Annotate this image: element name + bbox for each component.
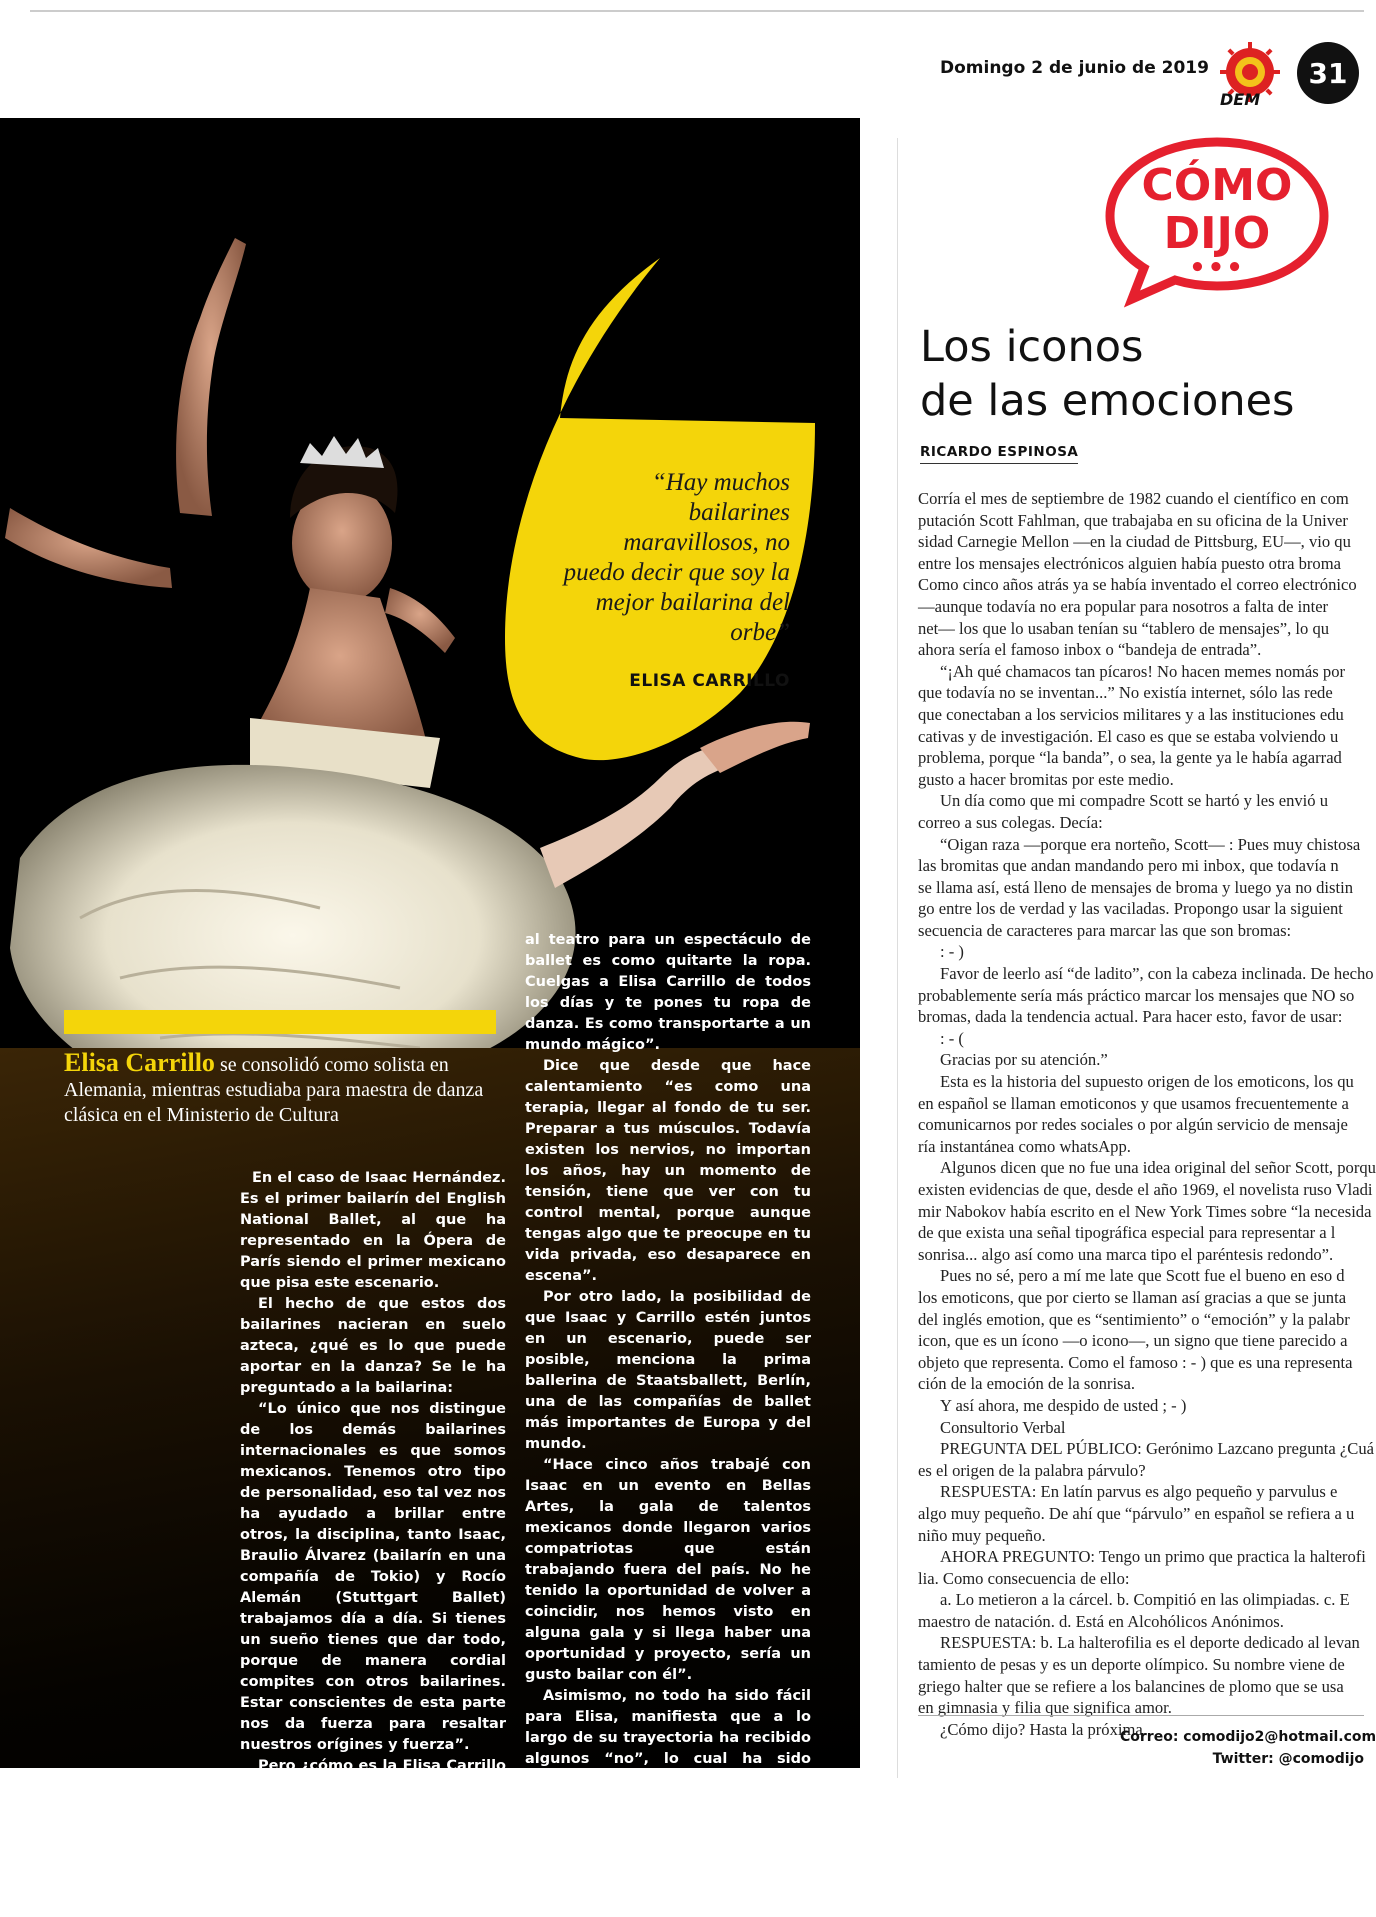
- article-line: de que exista una señal tipográfica especial para representar a l: [918, 1223, 1336, 1243]
- article-line: —aunque todavía no era popular para nosotros a falta de inter: [918, 596, 1329, 616]
- badge-dots: •••: [1189, 253, 1245, 283]
- article-line: griego halter que se refiere a los balancines de plomo que se usa: [918, 1676, 1344, 1696]
- article-line: del inglés emotion, que es “sentimiento” o “emoción” y la palabr: [918, 1309, 1350, 1329]
- article-line: “Oigan raza —porque era norteño, Scott— : Pues muy chistosa: [940, 834, 1361, 854]
- article-line: Pues no sé, pero a mí me late que Scott fue el bueno en eso d: [940, 1266, 1345, 1286]
- contact-rule: [918, 1715, 1364, 1716]
- article-line: las bromitas que andan mandando pero mi inbox, que todavía n: [918, 856, 1339, 876]
- paragraph: En el caso de Isaac Hernández. Es el primer bailarín del English National Ballet, al que ha representado en la Ópera de París siendo el primer mexicano que pisa este escenario.: [240, 1170, 506, 1291]
- newspaper-logo-text: DEM: [1220, 90, 1261, 109]
- article-line: en gimnasia y filia que significa amor.: [918, 1698, 1172, 1718]
- article-line: que conectaban a los servicios militares y a las instituciones edu: [918, 704, 1344, 724]
- article-line: correo a sus colegas. Decía:: [918, 812, 1103, 832]
- article-line: AHORA PREGUNTO: Tengo un primo que practica la halterofi: [940, 1547, 1366, 1567]
- article-line: net— los que lo usaban tenían su “tablero de mensajes”, lo qu: [918, 618, 1330, 638]
- article-line: entre los mensajes electrónicos alguien había puesto otra broma: [918, 553, 1341, 573]
- article-line: tamiento de pesas y es un deporte olímpico. Su nombre viene de: [918, 1655, 1345, 1675]
- article-line: Favor de leerlo así “de ladito”, con la cabeza inclinada. De hecho: [940, 964, 1374, 984]
- caption-name: Elisa Carrillo: [64, 1048, 215, 1077]
- article-line: Corría el mes de septiembre de 1982 cuando el científico en com: [918, 489, 1349, 508]
- article-line: en español se llaman emoticonos y que usamos frecuentemente a: [918, 1093, 1349, 1113]
- article-line: ría instantánea como whatsApp.: [918, 1136, 1131, 1156]
- paragraph: Pero ¿cómo es la Elisa Carrillo en la vida pública y en el escenario,?: [240, 1758, 506, 1816]
- article-body: [918, 488, 1376, 1740]
- article-line: probablemente sería más práctico marcar los mensajes que NO so: [918, 985, 1355, 1005]
- article-line: se llama así, está lleno de mensajes de broma y luego ya no distin: [918, 877, 1354, 897]
- article-line: existen evidencias de que, desde el año 1969, el novelista ruso Vladi: [918, 1180, 1373, 1199]
- article-line: Esta es la historia del supuesto origen de los emoticons, los qu: [940, 1072, 1354, 1092]
- badge-line-2: DIJO: [1163, 208, 1271, 259]
- top-rule: [30, 10, 1364, 12]
- article-line: maestro de natación. d. Está en Alcohólicos Anónimos.: [918, 1611, 1284, 1631]
- pull-quote-text: “Hay muchos bailarines maravillosos, no puedo decir que soy la mejor bailarina del orbe”: [563, 469, 790, 646]
- article-line: : - (: [940, 1028, 964, 1048]
- article-line: ahora sería el famoso inbox o “bandeja de entrada”.: [918, 640, 1262, 660]
- article-line: Y así ahora, me despido de usted ; - ): [940, 1395, 1187, 1415]
- article-line: mir Nabokov había escrito en el New York Times sobre “la necesida: [918, 1201, 1372, 1221]
- article-line: a. Lo metieron a la cárcel. b. Compitió en las olimpiadas. c. E: [940, 1590, 1350, 1610]
- article-line: problema, porque “la banda”, o sea, la gente ya le había agarrad: [918, 748, 1342, 768]
- article-line: es el origen de la palabra párvulo?: [918, 1460, 1146, 1480]
- article-line: lia. Como consecuencia de ello:: [918, 1568, 1130, 1588]
- article-line: cativas y de investigación. El caso es que se estaba volviendo u: [918, 726, 1339, 746]
- paragraph: Dice que desde que hace calentamiento “es como una terapia, llegar al fondo de tu ser. Preparar a tus músculos. Todavía existen los nervios, no importan los años, hay un momento de tensión, tiene que ver con tu control mental, porque aunque tengas algo que te preocupe en tu vida privada, eso desaparece en escena”.: [525, 1058, 811, 1284]
- article-line: icon, que es un ícono —o icono—, un signo que tiene parecido a: [918, 1331, 1348, 1351]
- article-line: “¡Ah qué chamacos tan pícaros! No hacen memes nomás por: [940, 661, 1346, 681]
- article-line: sonrisa... algo así como una marca tipo el paréntesis redondo”.: [918, 1244, 1334, 1264]
- article-line: niño muy pequeño.: [918, 1525, 1046, 1545]
- byline: RICARDO ESPINOSA: [920, 444, 1078, 464]
- article-line: putación Scott Fahlman, que trabajaba en su oficina de la Univer: [918, 510, 1348, 530]
- article-line: Consultorio Verbal: [940, 1417, 1066, 1437]
- article-line: ción de la emoción de la sonrisa.: [918, 1374, 1136, 1394]
- article-column-2: [525, 930, 811, 1917]
- article-line: sidad Carnegie Mellon —en la ciudad de Pittsburg, EU—, vio qu: [918, 532, 1351, 552]
- paragraph: El hecho de que estos dos bailarines nacieran en suelo azteca, ¿qué es lo que puede aportar en la danza? Se le ha preguntado a la bailarina:: [240, 1296, 506, 1396]
- caption-text: se consolidó como solista en Alemania, mientras estudiaba para maestra de danza clásica en el Ministerio de Cultura: [64, 1054, 484, 1126]
- article-line: Gracias por su atención.”: [940, 1050, 1108, 1070]
- pull-quote-author: ELISA CARRILLO: [629, 671, 790, 691]
- article-line: Un día como que mi compadre Scott se hartó y les envió u: [940, 791, 1329, 811]
- contact-twitter: Twitter: @comodijo: [1212, 1751, 1364, 1767]
- article-line: objeto que representa. Como el famoso : - ) que es una representa: [918, 1352, 1353, 1372]
- article-line: PREGUNTA DEL PÚBLICO: Gerónimo Lazcano pregunta ¿Cuá: [940, 1439, 1375, 1459]
- contact-email: Correo: comodijo2@hotmail.com: [1120, 1729, 1376, 1745]
- caption-accent-bar: [64, 1010, 496, 1034]
- paragraph: Asimismo, no todo ha sido fácil para Elisa, manifiesta que a lo largo de su trayectoria ha recibido algunos “no”, lo cual ha sido “parte de mi vida, es algo que te fortalece, un 'no' te ayuda a pensar qué es lo que me falta hacer para que eso se logre. Es algo que me ha ayudado, porque te obliga a esforzarte más todos los días”, finaliza.: [525, 1688, 811, 1914]
- edition-date: Domingo 2 de junio de 2019: [940, 58, 1209, 78]
- article-line: secuencia de caracteres para marcar las que son bromas:: [918, 920, 1292, 940]
- page-number: 31: [1297, 42, 1359, 104]
- article-line: comunicarnos por redes sociales o por algún servicio de mensaje: [918, 1115, 1348, 1135]
- article-line: go entre los de verdad y las vaciladas. Propongo usar la siguient: [918, 899, 1343, 919]
- article-line: RESPUESTA: b. La halterofilia es el deporte dedicado al levan: [940, 1633, 1360, 1653]
- paragraph: “Realmente yo creo que con los años, con la práctica y la meditación uno aprende a separar. Cuando llego: [240, 1821, 506, 1900]
- photo-caption: [64, 1050, 496, 1128]
- article-line: : - ): [940, 942, 964, 962]
- article-line: bromas, dada la tendencia actual. Para hacer esto, favor de usar:: [918, 1007, 1343, 1027]
- paragraph: al teatro para un espectáculo de ballet es como quitarte la ropa. Cuelgas a Elisa Carrillo de todos los días y te pones tu ropa de danza. Es como transportarte a un mundo mágico”.: [525, 932, 811, 1053]
- article-line: que todavía no se inventan...” No existía internet, sólo las rede: [918, 683, 1333, 703]
- article-line: Como cinco años atrás ya se había inventado el correo electrónico: [918, 575, 1357, 595]
- badge-line-1: CÓMO: [1141, 160, 1293, 211]
- paragraph: “Lo único que nos distingue de los demás bailarines internacionales es que somos mexicanos. Tenemos otro tipo de personalidad, eso tal vez nos ha ayudado a brillar entre otros, la disciplina, tanto Isaac, Braulio Álvarez (bailarín en una compañía de Tokio) y Rocío Alemán (Stuttgart Ballet) trabajamos día a día. Si tienes un sueño tienes que dar todo, porque de manera cordial compites con otros bailarines. Estar conscientes de esta parte nos da fuerza para resaltar nuestros orígines y fuerza”.: [240, 1401, 506, 1753]
- article-line: Algunos dicen que no fue una idea original del señor Scott, porqu: [940, 1158, 1376, 1178]
- article-line: los emoticons, que por cierto se llaman así gracias a que se junta: [918, 1287, 1347, 1307]
- feature-panel: [0, 118, 860, 1914]
- article-column-1: [240, 1168, 506, 1903]
- article-line: RESPUESTA: En latín parvus es algo pequeño y parvulus e: [940, 1482, 1338, 1502]
- article-line: algo muy pequeño. De ahí que “párvulo” en español se refiera a u: [918, 1503, 1355, 1523]
- paragraph: “Hace cinco años trabajé con Isaac en un evento en Bellas Artes, la gala de talentos mexicanos donde llegaron varios compatriotas que están trabajando fuera del país. No he tenido la oportunidad de volver a coincidir, nos hemos visto en alguna gala y si llega haber una oportunidad y proyecto, sería un gusto bailar con él”.: [525, 1457, 811, 1683]
- title-line-2: de las emociones: [920, 376, 1295, 426]
- article-title: [920, 320, 1294, 428]
- paragraph: Por otro lado, la posibilidad de que Isaac y Carrillo estén juntos en un escenario, puede ser posible, menciona la prima ballerina de Staatsballett, Berlín, una de las compañías de ballet más importantes de Europa y del mundo.: [525, 1289, 811, 1452]
- article-line: ¿Cómo dijo? Hasta la próxima.: [940, 1719, 1147, 1739]
- column-divider: [897, 138, 898, 1778]
- title-line-1: Los iconos: [920, 322, 1144, 372]
- contact-info: [1120, 1726, 1376, 1770]
- article-line: gusto a hacer bromitas por este medio.: [918, 769, 1174, 789]
